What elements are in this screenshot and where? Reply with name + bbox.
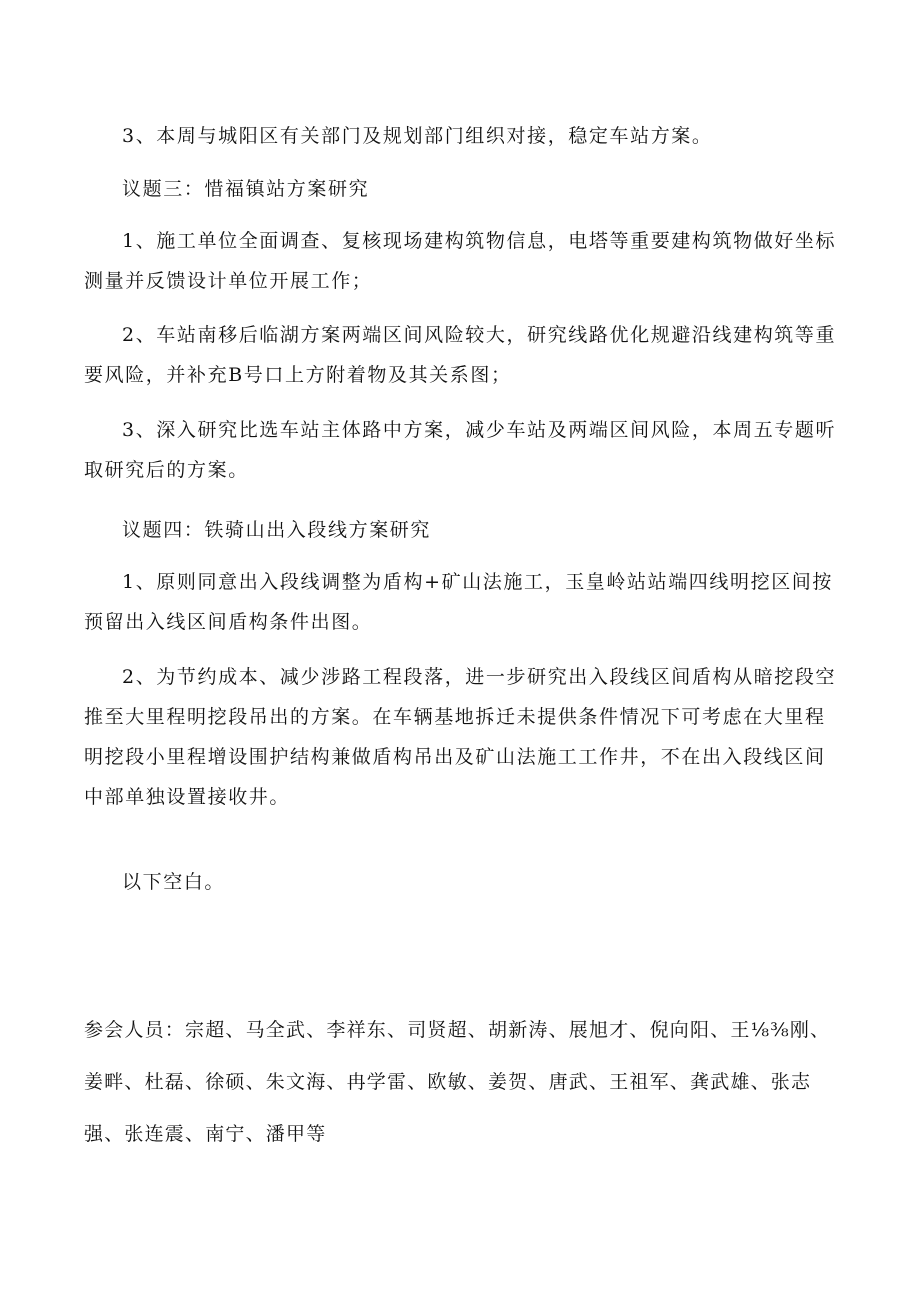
attendees-list: 参会人员：宗超、马全武、李祥东、司贤超、胡新涛、展旭才、倪向阳、王⅛⅜刚、姜畔、杜磊、徐硕、朱文海、冉学雷、欧敏、姜贺、唐武、王祖军、龚武雄、张志强、张连震、南宁、潘甲等 [84,1019,831,1145]
topic-3-item-1: 1、施工单位全面调查、复核现场建构筑物信息，电塔等重要建构筑物做好坐标测量并反馈设计单位开展工作； [84,230,837,292]
topic-4-item-2: 2、为节约成本、减少涉路工程段落，进一步研究出入段线区间盾构从暗挖段空推至大里程明挖段吊出的方案。在车辆基地拆迁未提供条件情况下可考虑在大里程明挖段小里程增设围护结构兼做盾构吊出及矿山法施工工作井，不在出入段线区间中部单独设置接收井。 [84,666,837,808]
topic-3-item-3: 3、深入研究比选车站主体路中方案，减少车站及两端区间风险，本周五专题听取研究后的方案。 [84,419,837,481]
topic-3-heading: 议题三：惜福镇站方案研究 [122,178,370,200]
blank-below-note: 以下空白。 [122,871,226,893]
topic-3-item-2: 2、车站南移后临湖方案两端区间风险较大，研究线路优化规避沿线建构筑等重要风险，并补充B号口上方附着物及其关系图； [84,324,837,386]
topic-4-item-1: 1、原则同意出入段线调整为盾构+矿山法施工，玉皇岭站站端四线明挖区间按预留出入线区间盾构条件出图。 [84,571,834,633]
topic-4-heading: 议题四：铁骑山出入段线方案研究 [122,519,432,541]
paragraph-item-3-coordination: 3、本周与城阳区有关部门及规划部门组织对接，稳定车站方案。 [122,125,713,147]
